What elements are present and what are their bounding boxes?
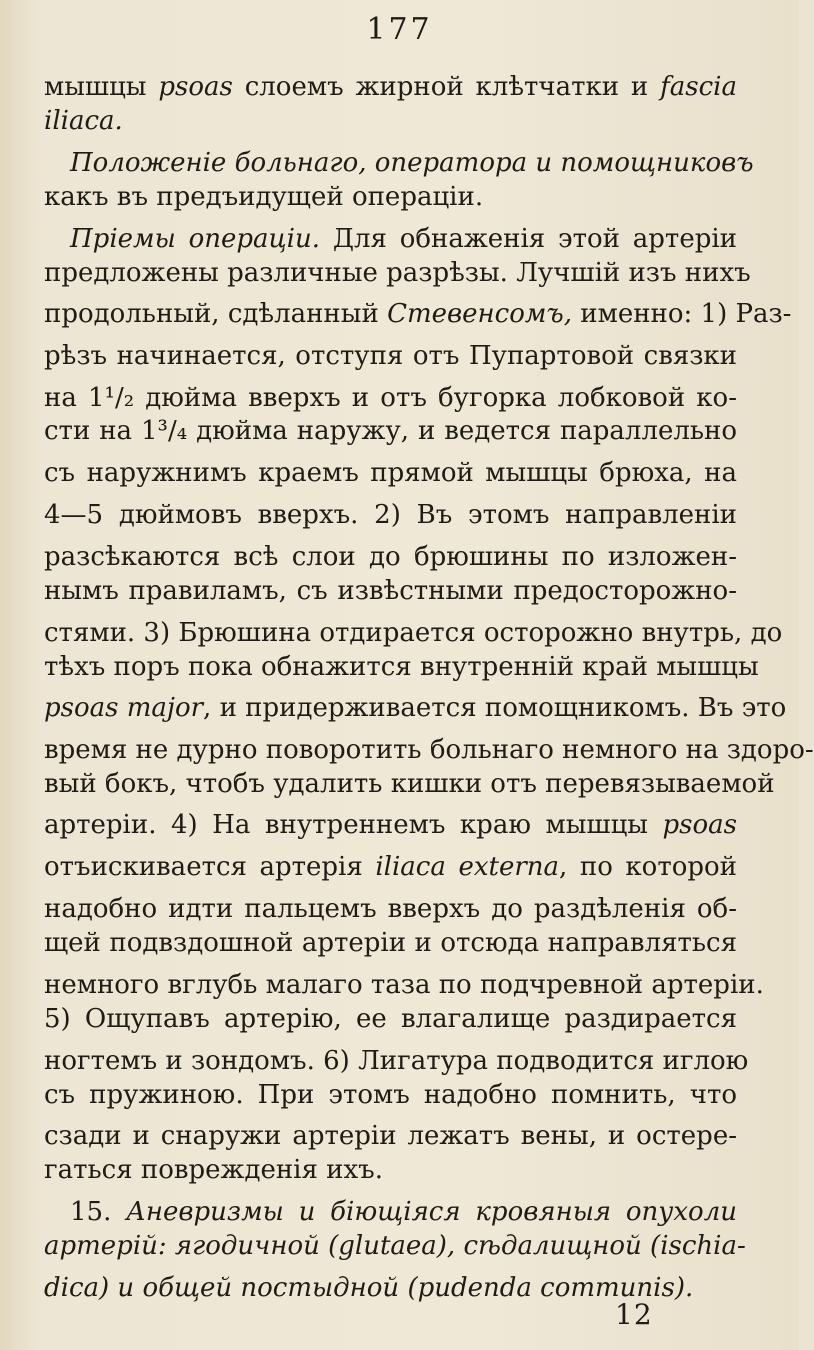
- text-run: нымъ правиламъ, съ извѣстными предосторожно-: [44, 576, 737, 606]
- text-line: [44, 650, 759, 684]
- text-line: [44, 691, 787, 725]
- text-line: [44, 1119, 737, 1153]
- text-run: 15.: [70, 1197, 127, 1227]
- text-run: Для обнаженія этой артеріи: [319, 224, 737, 254]
- text-line: [44, 381, 737, 415]
- text-line: [44, 498, 737, 532]
- italic-text: psoas major: [44, 693, 204, 723]
- text-line: [44, 1044, 749, 1078]
- text-line: [44, 767, 775, 801]
- text-run: разсѣкаются всѣ слои до брюшины по изложен-: [44, 542, 737, 572]
- text-line: [44, 256, 751, 290]
- text-run: ногтемъ и зондомъ. 6) Лигатура подводится иглою: [44, 1046, 749, 1076]
- text-line: [44, 104, 737, 138]
- text-run: вый бокъ, чтобъ удалить кишки отъ перевязываемой: [44, 769, 775, 799]
- text-line: [44, 968, 764, 1002]
- text-run: 5) Ощупавъ артерію, ее влагалище раздирается: [44, 1004, 737, 1034]
- text-line: [44, 808, 737, 842]
- text-run: тѣхъ поръ пока обнажится внутренній край мышцы: [44, 652, 759, 682]
- text-line: [44, 733, 814, 767]
- text-run: артеріи. 4) На внутреннемъ краю мышцы: [44, 810, 663, 840]
- text-run: продольный, сдѣланный: [44, 299, 388, 329]
- text-line: [44, 1229, 746, 1263]
- text-run: стями. 3) Брюшина отдирается осторожно внутрь, до: [44, 618, 783, 648]
- text-line: [70, 146, 754, 180]
- text-run: гаться поврежденія ихъ.: [44, 1155, 383, 1185]
- text-run: съ пружиною. При этомъ надобно помнить, что: [44, 1080, 737, 1110]
- text-line: [44, 180, 737, 214]
- italic-text: psoas: [662, 810, 737, 840]
- text-line: [44, 1153, 737, 1187]
- text-line: [44, 339, 737, 373]
- text-run: сти на 1³/₄ дюйма наружу, и ведется параллельно: [44, 416, 737, 446]
- text-line: [44, 850, 737, 884]
- italic-text: Аневризмы и біющіяся кровяныя опухоли: [126, 1197, 737, 1227]
- text-line: [44, 297, 792, 331]
- text-run: съ наружнимъ краемъ прямой мышцы брюха, на: [44, 458, 737, 488]
- text-run: какъ въ предъидущей операціи.: [44, 182, 484, 212]
- italic-text: артерій: ягодичной (glutaea), сѣдалищной (ischia-: [44, 1231, 746, 1261]
- text-line: [44, 616, 783, 650]
- italic-text: Стевенсомъ,: [387, 299, 573, 329]
- text-run: отъискивается артерія: [44, 852, 376, 882]
- text-line: [44, 456, 737, 490]
- page-number: 177: [366, 12, 433, 47]
- text-run: на 1¹/₂ дюйма вверхъ и отъ бугорка лобковой ко-: [44, 383, 737, 413]
- text-line: [44, 414, 737, 448]
- italic-text: fascia: [660, 72, 737, 102]
- text-line: [44, 892, 737, 926]
- text-run: именно: 1) Раз-: [572, 299, 792, 329]
- text-line: [44, 70, 737, 104]
- italic-text: Положеніе больнаго, оператора и помощниковъ: [70, 148, 754, 178]
- text-line: [44, 1078, 737, 1112]
- text-line: [44, 926, 737, 960]
- text-run: слоемъ жирной клѣтчатки и: [232, 72, 661, 102]
- italic-text: iliaca externa: [375, 852, 560, 882]
- text-line: [44, 540, 737, 574]
- text-run: предложены различные разрѣзы. Лучшій изъ нихъ: [44, 258, 751, 288]
- text-run: время не дурно поворотить больнаго немного на здоро-: [44, 735, 814, 765]
- text-run: мышцы: [44, 72, 159, 102]
- signature-mark: 12: [615, 1298, 653, 1331]
- text-line: [70, 222, 737, 256]
- italic-text: iliaca.: [44, 106, 123, 136]
- italic-text: Пріемы операціи.: [70, 224, 320, 254]
- italic-text: psoas: [158, 72, 233, 102]
- text-run: 4—5 дюймовъ вверхъ. 2) Въ этомъ направленіи: [44, 500, 737, 530]
- text-run: сзади и снаружи артеріи лежатъ вены, и остере-: [44, 1121, 737, 1151]
- text-run: немного вглубь малаго таза по подчревной артеріи.: [44, 970, 764, 1000]
- italic-text: dica) и общей постыдной (pudenda communis).: [44, 1273, 694, 1303]
- text-run: щей подвздошной артеріи и отсюда направляться: [44, 928, 737, 958]
- text-run: , и придерживается помощникомъ. Въ это: [203, 693, 787, 723]
- text-run: рѣзъ начинается, отступя отъ Пупартовой связки: [44, 341, 737, 371]
- text-line: [44, 574, 737, 608]
- text-run: , по которой: [559, 852, 737, 882]
- text-line: [70, 1195, 737, 1229]
- text-run: надобно идти пальцемъ вверхъ до раздѣленія об-: [44, 894, 737, 924]
- text-line: [44, 1002, 737, 1036]
